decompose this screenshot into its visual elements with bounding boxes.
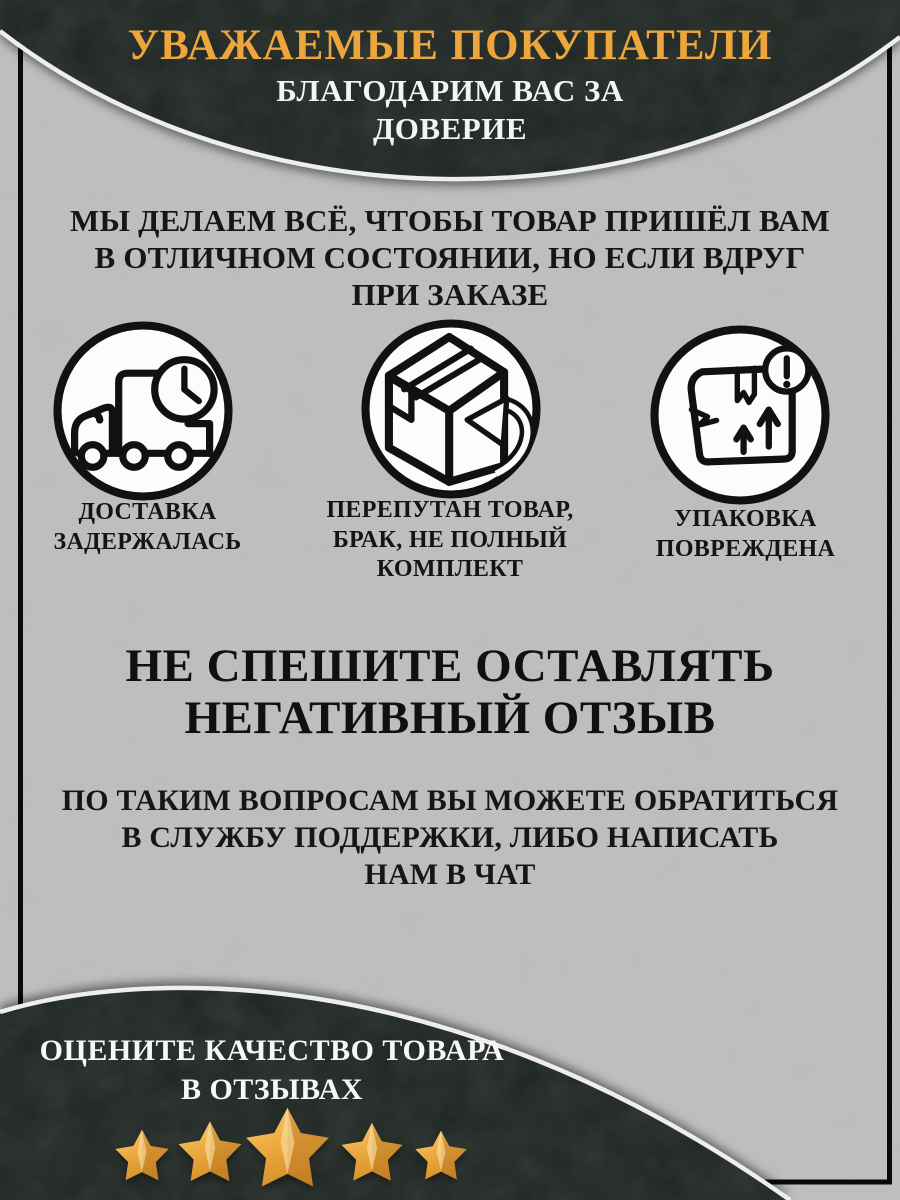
- banner-subtitle-line: БЛАГОДАРИМ ВАС ЗА: [276, 73, 624, 108]
- issue-label-packaging: [618, 505, 873, 564]
- star-icon: [244, 1105, 331, 1194]
- star-icon: [414, 1129, 468, 1184]
- issue-label-wrong-item: [310, 496, 590, 585]
- intro-paragraph: [0, 202, 900, 313]
- issue-label-line: БРАК, НЕ ПОЛНЫЙ: [332, 526, 568, 553]
- issue-label-line: ПЕРЕПУТАН ТОВАР,: [326, 497, 574, 523]
- intro-line: В ОТЛИЧНОМ СОСТОЯНИИ, НО ЕСЛИ ВДРУГ: [94, 240, 806, 275]
- box-return-arrow-icon: [361, 319, 541, 499]
- issue-label-line: ЗАДЕРЖАЛАСЬ: [53, 528, 242, 555]
- support-line: ПО ТАКИМ ВОПРОСАМ ВЫ МОЖЕТЕ ОБРАТИТЬСЯ: [61, 784, 839, 817]
- issue-delivery-delayed: [53, 321, 233, 501]
- footer-text: [22, 1031, 522, 1109]
- intro-line: ПРИ ЗАКАЗЕ: [351, 277, 549, 312]
- damaged-package-icon: [650, 325, 830, 505]
- headline-line: НЕГАТИВНЫЙ ОТЗЫВ: [184, 692, 716, 744]
- issue-label-delivery: [25, 498, 270, 557]
- star-icon: [114, 1128, 170, 1185]
- delivery-truck-clock-icon: [53, 321, 233, 501]
- support-paragraph: [0, 782, 900, 893]
- footer-line: ОЦЕНИТЕ КАЧЕСТВО ТОВАРА: [39, 1034, 505, 1067]
- issue-wrong-item: [361, 319, 541, 499]
- banner-subtitle: [0, 72, 900, 148]
- headline: [0, 640, 900, 744]
- headline-line: НЕ СПЕШИТЕ ОСТАВЛЯТЬ: [125, 640, 775, 692]
- issue-label-line: УПАКОВКА: [674, 506, 817, 532]
- star-icon: [340, 1121, 404, 1186]
- issue-damaged-packaging: [650, 325, 830, 505]
- footer-line: В ОТЗЫВАХ: [180, 1073, 364, 1106]
- issue-label-line: ДОСТАВКА: [78, 499, 217, 525]
- intro-line: МЫ ДЕЛАЕМ ВСЁ, ЧТОБЫ ТОВАР ПРИШЁЛ ВАМ: [70, 203, 830, 238]
- banner-title: УВАЖАЕМЫЕ ПОКУПАТЕЛИ: [127, 22, 773, 69]
- banner-subtitle-line: ДОВЕРИЕ: [372, 111, 528, 146]
- support-line: НАМ В ЧАТ: [364, 858, 536, 891]
- star-icon: [177, 1119, 243, 1187]
- issue-label-line: ПОВРЕЖДЕНА: [655, 535, 836, 562]
- support-line: В СЛУЖБУ ПОДДЕРЖКИ, ЛИБО НАПИСАТЬ: [121, 821, 779, 854]
- issue-label-line: КОМПЛЕКТ: [376, 556, 524, 582]
